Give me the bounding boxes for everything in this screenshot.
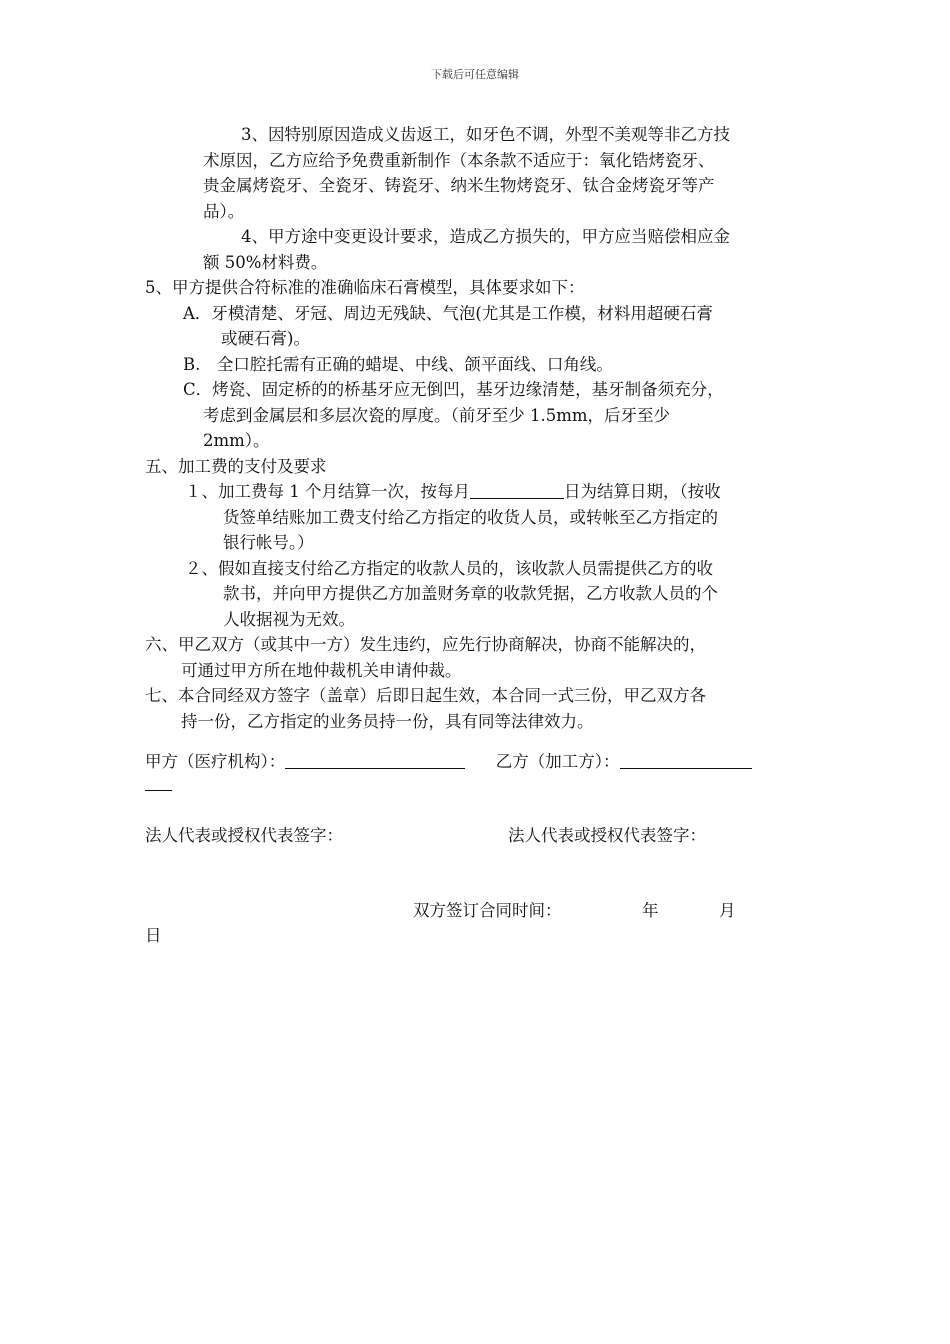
payment-1-line-2: 货签单结账加工费支付给乙方指定的收货人员，或转帐至乙方指定的 [223,507,718,527]
clause-3-line-1: 3、因特别原因造成义齿返工，如牙色不调，外型不美观等非乙方技 [241,125,730,144]
clause-3-line-2: 术原因，乙方应给予免费重新制作（本条款不适应于：氧化锆烤瓷牙、 [203,150,715,170]
payment-1-text-a: １、加工费每 1 个月结算一次，按每月 [185,482,470,501]
rep-a-label: 法人代表或授权代表签字： [145,826,343,845]
section-6-line-2: 可通过甲方所在地仲裁机关申请仲裁。 [181,660,462,680]
party-b-blank-continued [145,772,172,791]
year-label: 年 [642,901,659,920]
clause-3-line-4: 品）。 [203,201,245,221]
item-c-line-1: C．烤瓷、固定桥的的桥基牙应无倒凹，基牙边缘清楚，基牙制备须充分， [183,380,724,399]
payment-1-line-3: 银行帐号。） [223,533,314,552]
party-b-label: 乙方（加工方）： [495,752,620,771]
rep-b-label: 法人代表或授权代表签字： [508,826,706,845]
section-6-line-1: 六、甲乙双方（或其中一方）发生违约，应先行协商解决，协商不能解决的， [145,635,706,654]
section-5-title: 五、加工费的支付及要求 [145,456,327,476]
section-7-line-1: 七、本合同经双方签字（盖章）后即日起生效，本合同一式三份，甲乙双方各 [145,686,706,705]
party-b-blank [620,750,752,769]
contract-body [145,122,810,734]
clause-4-line-2: 额 50%材料费。 [203,252,328,272]
party-signature-row [145,748,810,772]
item-c-line-2: 考虑到金属层和多层次瓷的厚度。（前牙至少 1.5mm，后牙至少 [203,405,671,425]
settlement-day-blank [470,480,564,499]
payment-1-line-1 [145,479,810,505]
payment-1-text-b: 日为结算日期，（按收 [564,482,721,501]
representative-row [145,822,810,846]
item-b-line-1: B. 全口腔托需有正确的蜡堤、中线、颌平面线、口角线。 [183,354,613,374]
party-a-blank [285,750,465,769]
day-row [145,922,810,946]
party-blank-overflow [145,772,810,793]
month-label: 月 [719,901,736,920]
clause-5: 5、甲方提供合符标准的准确临床石膏模型，具体要求如下： [145,278,585,297]
page-header: 下载后可任意编辑 [431,68,519,81]
day-label: 日 [145,926,162,945]
clause-4-line-1: 4、甲方途中变更设计要求，造成乙方损失的，甲方应当赔偿相应金 [241,227,730,246]
payment-2-line-2: 款书，并向甲方提供乙方加盖财务章的收款凭据，乙方收款人员的个 [223,584,718,603]
item-c-line-3: 2mm）。 [203,431,270,450]
clause-3-line-3: 贵金属烤瓷牙、全瓷牙、铸瓷牙、纳米生物烤瓷牙、钛合金烤瓷牙等产 [203,176,715,195]
section-7-line-2: 持一份，乙方指定的业务员持一份，具有同等法律效力。 [181,711,594,731]
payment-2-line-1: ２、假如直接支付给乙方指定的收款人员的，该收款人员需提供乙方的收 [185,558,713,578]
item-a-line-1: A．牙模清楚、牙冠、周边无残缺、气泡(尤其是工作模，材料用超硬石膏 [183,303,713,323]
party-a-label: 甲方（医疗机构）： [145,752,286,771]
item-a-line-2: 或硬石膏)。 [221,329,310,348]
payment-2-line-3: 人收据视为无效。 [223,609,355,629]
date-label: 双方签订合同时间： [413,901,562,920]
